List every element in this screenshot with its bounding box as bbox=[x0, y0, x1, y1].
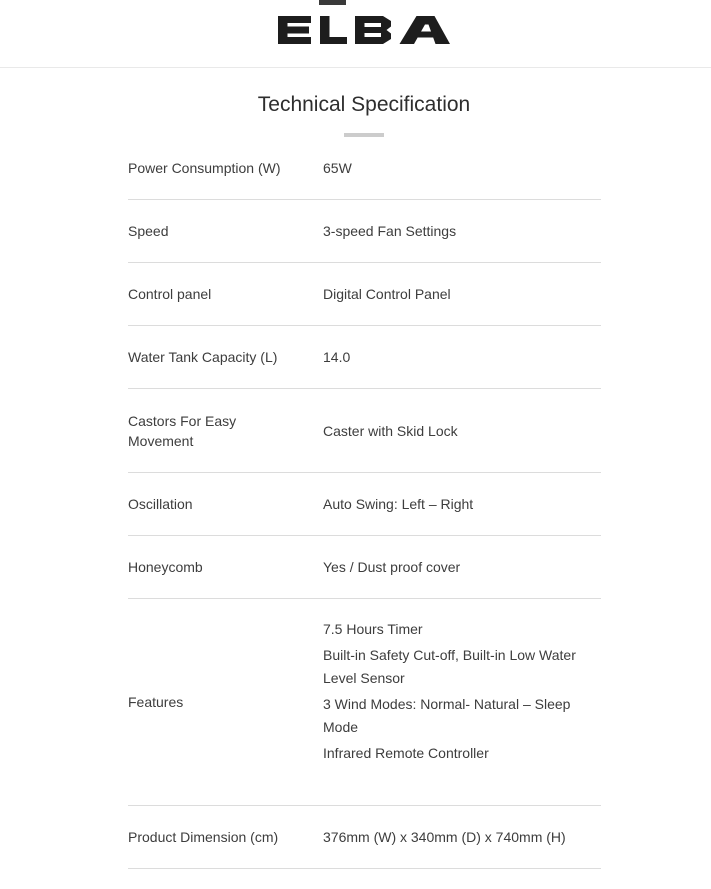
spec-label: Product Dimension (cm) bbox=[128, 829, 279, 845]
spec-label: Power Consumption (W) bbox=[128, 160, 281, 176]
spec-row bbox=[128, 536, 601, 599]
spec-row bbox=[128, 599, 601, 806]
top-cut-element bbox=[319, 0, 346, 5]
brand-header bbox=[0, 0, 711, 68]
spec-value: Auto Swing: Left – Right bbox=[323, 496, 474, 512]
spec-label: Water Tank Capacity (L) bbox=[128, 349, 278, 365]
spec-value: Caster with Skid Lock bbox=[323, 422, 458, 439]
spec-value-line: Infrared Remote Controller bbox=[323, 744, 489, 761]
spec-row bbox=[128, 263, 601, 326]
spec-row bbox=[128, 806, 601, 869]
spec-label: Features bbox=[128, 694, 184, 710]
spec-value-line: 3 Wind Modes: Normal- Natural – Sleep Mode bbox=[323, 695, 571, 735]
spec-value: Digital Control Panel bbox=[323, 286, 451, 302]
spec-value: 3-speed Fan Settings bbox=[323, 223, 457, 239]
spec-label: Speed bbox=[128, 223, 169, 239]
spec-row bbox=[128, 473, 601, 536]
spec-value: Yes / Dust proof cover bbox=[323, 559, 461, 575]
spec-row bbox=[128, 137, 601, 200]
spec-value-line: Built-in Safety Cut-off, Built-in Low Water Level Sensor bbox=[323, 646, 576, 686]
spec-value bbox=[323, 618, 601, 765]
spec-row bbox=[128, 389, 601, 473]
spec-table bbox=[128, 137, 601, 869]
elba-logo-icon bbox=[278, 16, 450, 49]
spec-label: Castors For Easy Movement bbox=[128, 412, 237, 449]
spec-value: 14.0 bbox=[323, 349, 351, 365]
spec-label: Control panel bbox=[128, 286, 212, 302]
page-title: Technical Specification bbox=[257, 93, 471, 116]
spec-value: 376mm (W) x 340mm (D) x 740mm (H) bbox=[323, 829, 566, 845]
spec-label: Honeycomb bbox=[128, 559, 203, 575]
title-underline bbox=[344, 133, 384, 137]
spec-value: 65W bbox=[323, 160, 352, 176]
spec-label: Oscillation bbox=[128, 496, 193, 512]
spec-row bbox=[128, 326, 601, 389]
spec-value-line: 7.5 Hours Timer bbox=[323, 620, 423, 637]
spec-row bbox=[128, 200, 601, 263]
